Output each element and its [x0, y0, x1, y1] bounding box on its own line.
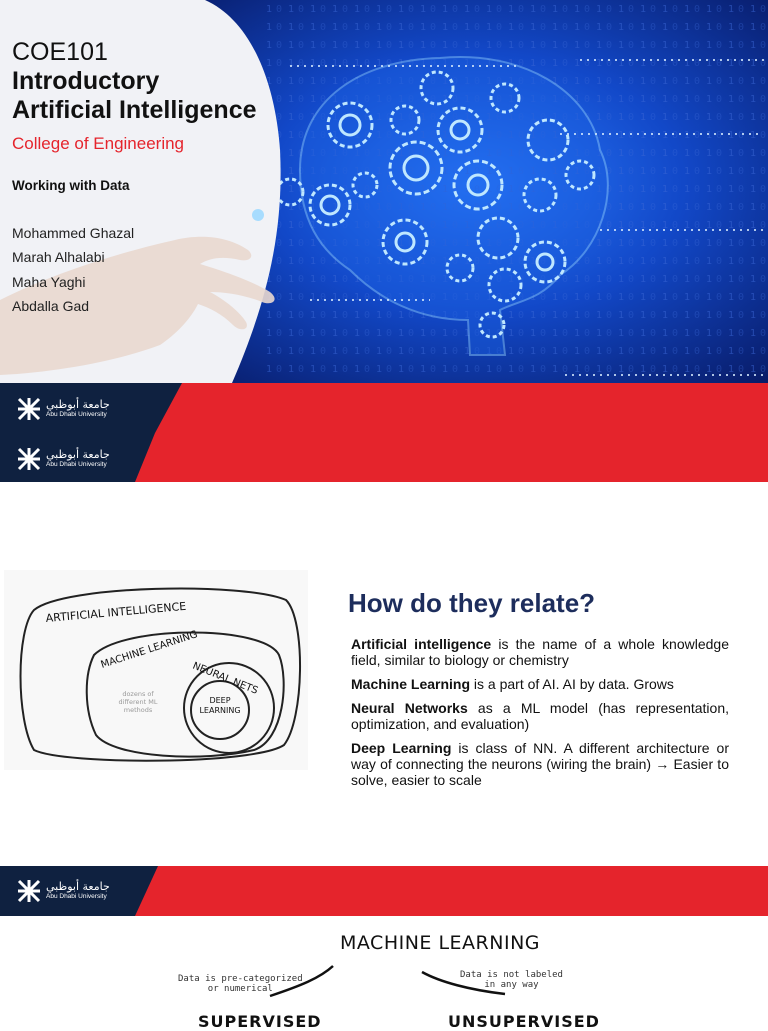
- term: Deep Learning: [351, 740, 452, 756]
- definition-nn: [351, 700, 729, 732]
- supervised-label: SUPERVISED: [198, 1012, 322, 1031]
- definition-text: is the name of a whole knowledge field, similar to biology or chemistry: [351, 636, 729, 668]
- logo-arabic-text: جامعة أبوظبي: [46, 880, 110, 894]
- slide-body: [351, 636, 729, 796]
- lecture-topic: Working with Data: [12, 178, 130, 193]
- course-code: COE101: [12, 38, 108, 66]
- title-slide: [0, 0, 768, 482]
- logo-english-text: Abu Dhabi University: [46, 411, 107, 419]
- venn-label-ml: MACHINE LEARNING: [99, 629, 200, 671]
- logo-english-text: Abu Dhabi University: [46, 893, 107, 901]
- author-name: Mohammed Ghazal: [12, 225, 135, 241]
- course-title-line2: Artificial Intelligence: [12, 96, 257, 124]
- definition-text: as a ML model (has representation, optimization, and evaluation): [351, 700, 729, 732]
- course-title-line1: Introductory: [12, 67, 160, 95]
- venn-label-dl: LEARNING: [199, 706, 241, 715]
- logo-arabic-text: جامعة أبوظبي: [46, 448, 110, 462]
- ai-venn-diagram: [4, 570, 308, 770]
- supervised-note: Data is pre-categorized or numerical: [178, 974, 303, 994]
- ml-types-slide: [0, 866, 768, 1031]
- definition-text: is a part of AI. AI by data. Grows: [470, 676, 674, 692]
- college-name: College of Engineering: [12, 134, 185, 153]
- relation-slide: [0, 568, 768, 788]
- venn-note: dozens of: [122, 690, 154, 698]
- logo-arabic-text: جامعة أبوظبي: [46, 398, 110, 412]
- university-logo: [16, 396, 110, 422]
- author-name: Abdalla Gad: [12, 298, 90, 314]
- definition-ml: [351, 676, 729, 692]
- venn-label-ai: ARTIFICIAL INTELLIGENCE: [45, 599, 187, 625]
- venn-label-dl: DEEP: [209, 696, 231, 705]
- term: Machine Learning: [351, 676, 471, 692]
- term: Artificial intelligence: [351, 636, 492, 652]
- venn-note: different ML: [118, 698, 158, 706]
- university-logo: [16, 446, 110, 472]
- unsupervised-note: Data is not labeled in any way: [460, 970, 563, 990]
- adu-logo-icon: [16, 396, 42, 422]
- venn-note: methods: [123, 706, 153, 714]
- definition-text: is class of NN. A different architecture or way of connecting the neurons (wiring the brain) → Easier to solve, easier to scale: [351, 740, 729, 788]
- branch-lines: [0, 866, 768, 1024]
- definition-dl: [351, 740, 729, 788]
- unsupervised-label: UNSUPERVISED: [448, 1012, 600, 1031]
- definition-ai: [351, 636, 729, 668]
- author-name: Maha Yaghi: [12, 274, 86, 290]
- adu-logo-icon: [16, 446, 42, 472]
- author-name: Marah Alhalabi: [12, 249, 105, 265]
- slide-heading: How do they relate?: [348, 588, 596, 618]
- venn-label-nn: NEURAL NETS: [190, 660, 260, 697]
- diagram-title: MACHINE LEARNING: [340, 932, 541, 954]
- logo-english-text: Abu Dhabi University: [46, 461, 107, 469]
- term: Neural Networks: [351, 700, 468, 716]
- footer-band: [0, 383, 768, 482]
